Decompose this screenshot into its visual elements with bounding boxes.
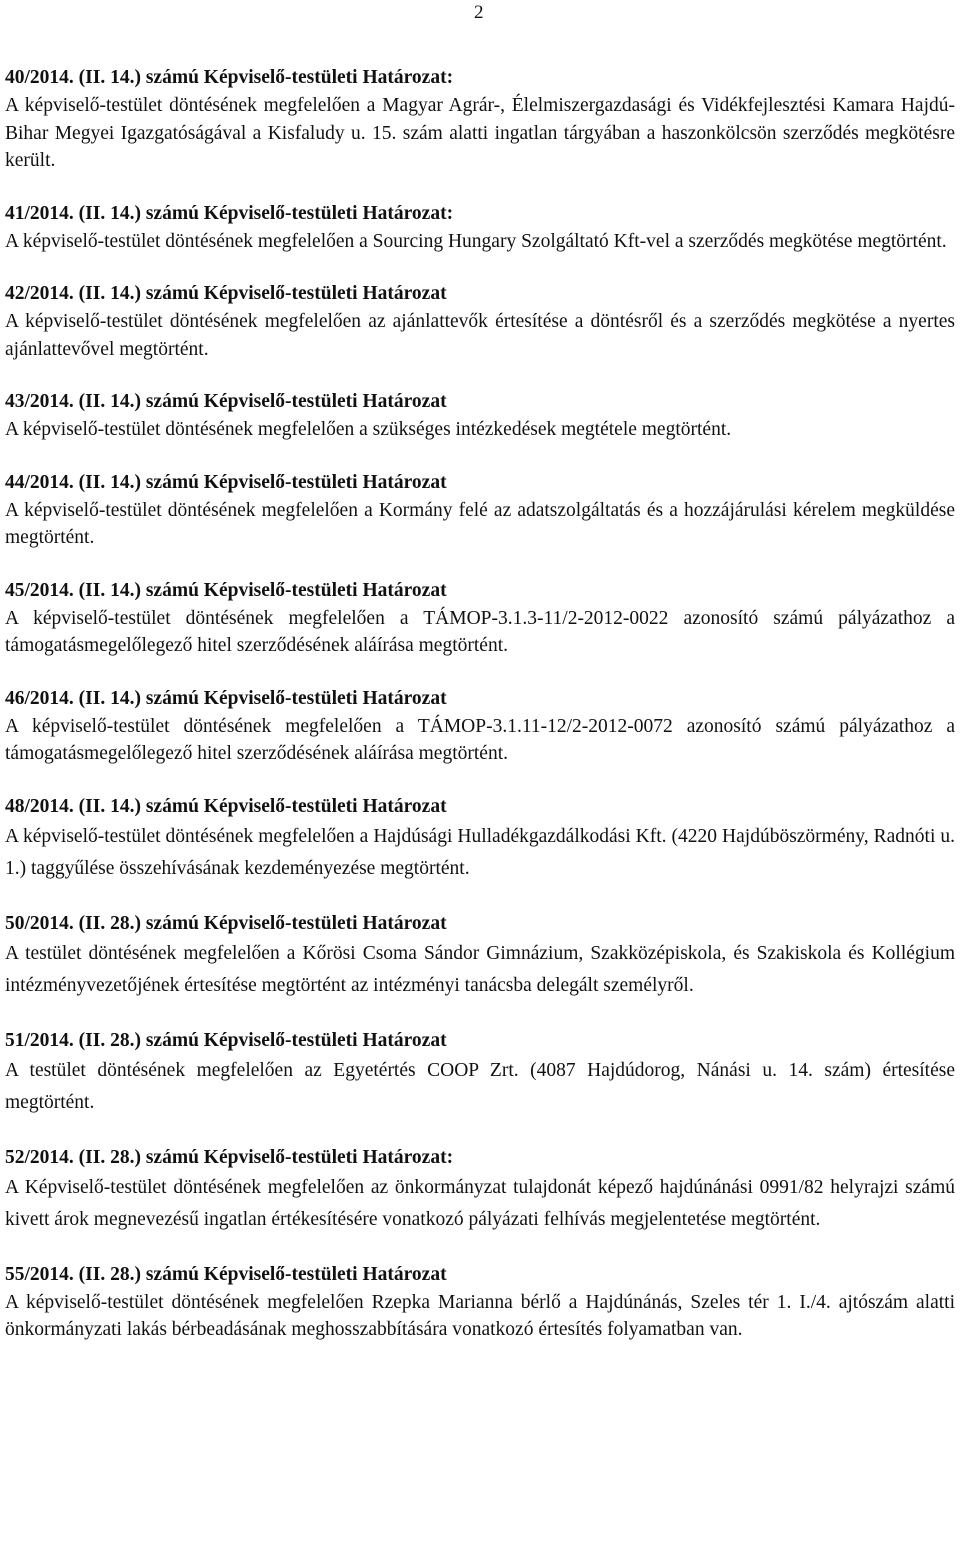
document-body <box>5 64 955 1369</box>
resolution-title: 42/2014. (II. 14.) számú Képviselő-testületi Határozat <box>5 283 447 304</box>
resolution-title: 43/2014. (II. 14.) számú Képviselő-testületi Határozat <box>5 391 447 412</box>
resolution-40 <box>5 64 955 175</box>
resolution-46 <box>5 685 955 768</box>
resolution-44 <box>5 469 955 552</box>
resolution-title: 55/2014. (II. 28.) számú Képviselő-testületi Határozat <box>5 1263 447 1285</box>
resolution-title: 44/2014. (II. 14.) számú Képviselő-testületi Határozat <box>5 471 447 493</box>
resolution-51 <box>5 1027 955 1119</box>
resolution-text: A Képviselő-testület döntésének megfelelően az önkormányzat tulajdonát képező hajdúnánási 0991/82 helyrajzi számú kivett árok megnevezésű ingatlan értékesítésére vonatkozó pályázati felhívás megjelentetése megtörtént. <box>5 1176 955 1230</box>
resolution-title: 50/2014. (II. 28.) számú Képviselő-testületi Határozat <box>5 912 447 934</box>
resolution-45 <box>5 577 955 660</box>
resolution-52 <box>5 1144 955 1236</box>
resolution-title: 41/2014. (II. 14.) számú Képviselő-testületi Határozat: <box>5 202 454 224</box>
resolution-50 <box>5 910 955 1002</box>
resolution-text: A képviselő-testület döntésének megfelelően az ajánlattevők értesítése a döntésről és a szerződés megkötése a nyertes ajánlattevővel megtörtént. <box>5 311 955 360</box>
resolution-text: A képviselő-testület döntésének megfelelően a TÁMOP-3.1.3-11/2-2012-0022 azonosító számú pályázathoz a támogatásmegelőlegező hitel szerződésének aláírása megtörtént. <box>5 607 955 656</box>
resolution-42 <box>5 280 955 363</box>
resolution-text: A képviselő-testület döntésének megfelelően a szükséges intézkedések megtétele megtörtént. <box>5 419 732 440</box>
resolution-title: 48/2014. (II. 14.) számú Képviselő-testületi Határozat <box>5 795 447 817</box>
resolution-text: A képviselő-testület döntésének megfelelően a Hajdúsági Hulladékgazdálkodási Kft. (4220 Hajdúböszörmény, Radnóti u. 1.) taggyűlése összehívásának kezdeményezése megtörtént. <box>5 825 955 879</box>
resolution-41 <box>5 200 955 256</box>
resolution-43 <box>5 388 955 444</box>
resolution-text: A testület döntésének megfelelően az Egyetértés COOP Zrt. (4087 Hajdúdorog, Nánási u. 14. szám) értesítése megtörtént. <box>5 1059 955 1113</box>
page-number: 2 <box>474 2 484 23</box>
resolution-48 <box>5 793 955 885</box>
resolution-title: 52/2014. (II. 28.) számú Képviselő-testületi Határozat: <box>5 1146 454 1168</box>
resolution-text: A képviselő-testület döntésének megfelelően a Sourcing Hungary Szolgáltató Kft-vel a szerződés megkötése megtörtént. <box>5 230 947 252</box>
resolution-text: A képviselő-testület döntésének megfelelően a Kormány felé az adatszolgáltatás és a hozzájárulási kérelem megküldése megtörtént. <box>5 499 955 548</box>
resolution-title: 45/2014. (II. 14.) számú Képviselő-testületi Határozat <box>5 579 447 601</box>
resolution-title: 40/2014. (II. 14.) számú Képviselő-testületi Határozat: <box>5 67 454 88</box>
resolution-text: A testület döntésének megfelelően a Kőrösi Csoma Sándor Gimnázium, Szakközépiskola, és Szakiskola és Kollégium intézményvezetőjének értesítése megtörtént az intézményi tanácsba delegált személyről. <box>5 942 955 996</box>
resolution-text: A képviselő-testület döntésének megfelelően Rzepka Marianna bérlő a Hajdúnánás, Szeles tér 1. I./4. ajtószám alatti önkormányzati lakás bérbeadásának meghosszabbítására vonatkozó értesítés folyamatban van. <box>5 1291 955 1340</box>
resolution-text: A képviselő-testület döntésének megfelelően a TÁMOP-3.1.11-12/2-2012-0072 azonosító számú pályázathoz a támogatásmegelőlegező hitel szerződésének aláírása megtörtént. <box>5 715 955 764</box>
resolution-title: 51/2014. (II. 28.) számú Képviselő-testületi Határozat <box>5 1029 447 1051</box>
resolution-text: A képviselő-testület döntésének megfelelően a Magyar Agrár-, Élelmiszergazdasági és Vidékfejlesztési Kamara Hajdú-Bihar Megyei Igazgatóságával a Kisfaludy u. 15. szám alatti ingatlan tárgyában a haszonkölcsön szerződés megkötésre került. <box>5 95 955 171</box>
resolution-55 <box>5 1261 955 1344</box>
resolution-title: 46/2014. (II. 14.) számú Képviselő-testületi Határozat <box>5 687 447 709</box>
